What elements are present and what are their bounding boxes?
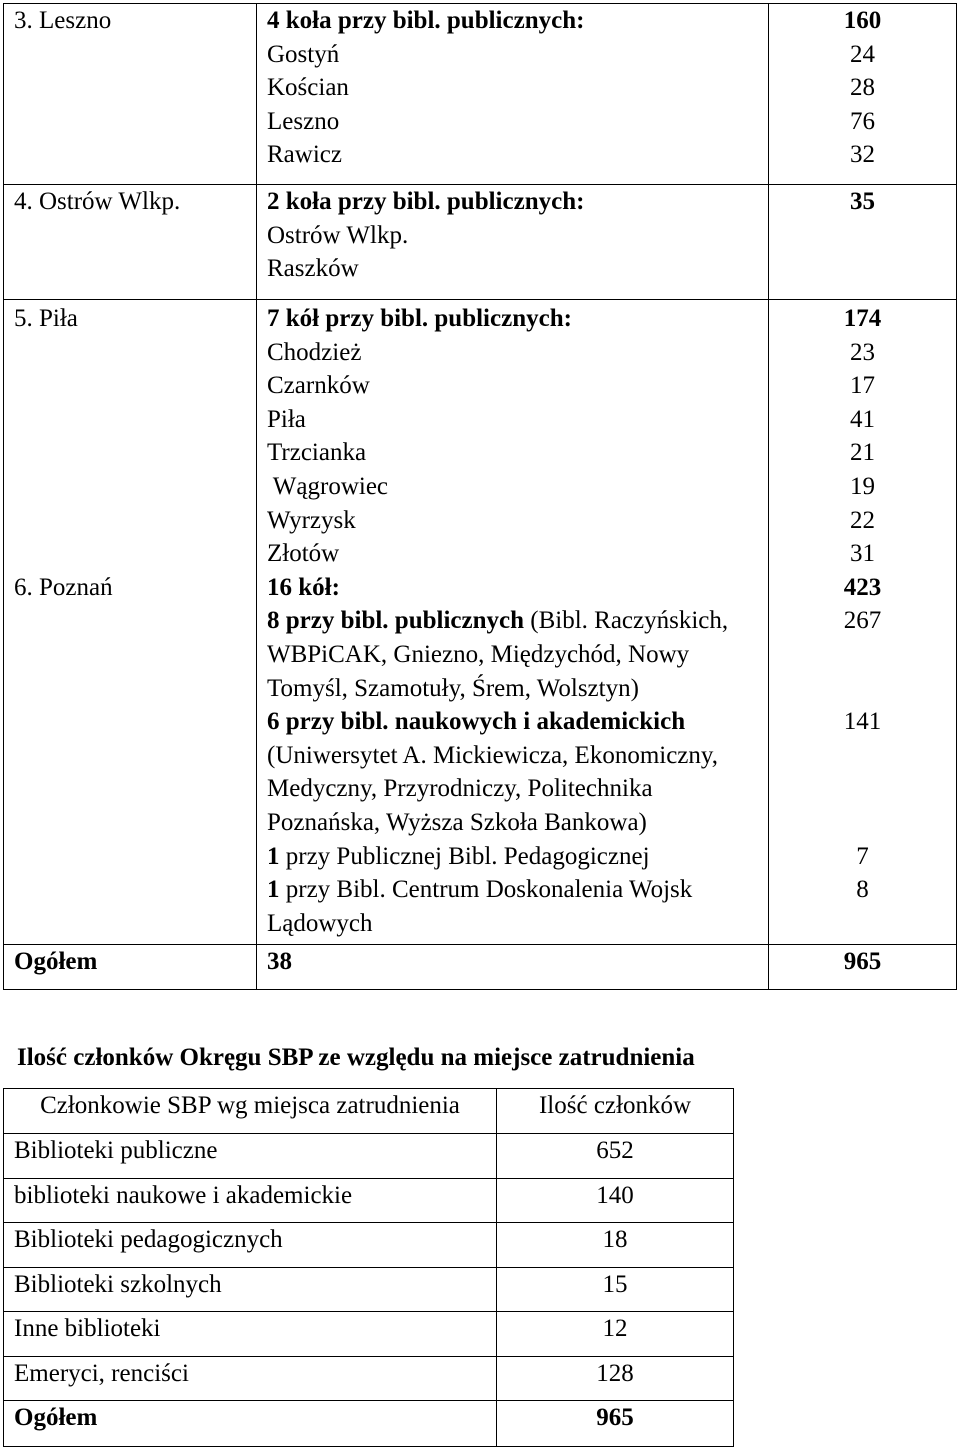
text-line (769, 185, 956, 219)
text-line (267, 705, 768, 739)
members-cell (769, 300, 956, 944)
text-line (267, 840, 768, 874)
text-segment: 4. Ostrów Wlkp. (14, 188, 181, 215)
text-line (769, 772, 956, 806)
text-line (769, 806, 956, 840)
libraries-cell (257, 185, 769, 299)
text-line (769, 840, 956, 874)
table-row (4, 185, 956, 300)
text-segment: (Bibl. Raczyńskich, (524, 607, 729, 635)
text-segment: Wągrowiec (267, 472, 389, 500)
text-segment: 8 (856, 876, 869, 904)
text-line (267, 772, 768, 806)
members-cell (769, 185, 956, 299)
text-line (769, 4, 956, 38)
count-cell: 18 (602, 1226, 628, 1253)
text-segment: 21 (850, 439, 875, 467)
text-line (769, 138, 956, 172)
table-row (4, 1268, 733, 1313)
text-segment: 76 (850, 107, 875, 135)
text-line (267, 873, 768, 907)
text-segment: 1 (267, 876, 280, 904)
count-cell: 12 (602, 1315, 628, 1342)
text-segment: Ostrów Wlkp. (267, 221, 409, 249)
text-segment: 7 kół przy bibl. publicznych: (267, 305, 572, 332)
text-line (267, 4, 768, 38)
text-segment: 423 (843, 573, 882, 601)
text-line (769, 369, 956, 403)
text-line (267, 71, 768, 105)
count-cell: 652 (596, 1137, 634, 1164)
text-line (769, 302, 956, 336)
table-row (4, 1312, 733, 1357)
text-line (14, 537, 256, 571)
count-cell: 15 (602, 1270, 628, 1298)
text-line (769, 604, 956, 638)
column-header-workplace: Członkowie SBP wg miejsca zatrudnienia (4, 1089, 497, 1133)
region-cell (4, 185, 257, 299)
text-line (267, 537, 768, 571)
count-cell: 128 (596, 1359, 634, 1387)
count-cell: 140 (596, 1181, 634, 1209)
table-row (4, 1179, 733, 1224)
membership-by-workplace-table (3, 1088, 734, 1447)
text-line (769, 470, 956, 504)
text-segment: Czarnków (267, 372, 370, 400)
members-cell (769, 945, 956, 989)
column-header-member-count: Ilość członków (538, 1092, 692, 1119)
text-segment: 141 (843, 708, 882, 736)
text-line (267, 302, 768, 336)
text-segment: Złotów (267, 540, 340, 568)
text-line (14, 4, 256, 38)
workplace-cell: Emeryci, renciści (4, 1357, 497, 1401)
text-segment: 174 (843, 305, 882, 332)
text-segment: Chodzież (267, 338, 362, 366)
text-line (14, 436, 256, 470)
total-row (4, 1401, 733, 1446)
text-line (769, 672, 956, 706)
text-segment: 4 koła przy bibl. publicznych: (267, 7, 585, 34)
text-segment: 267 (843, 607, 882, 635)
region-cell (4, 945, 257, 989)
workplace-cell: Inne biblioteki (4, 1312, 497, 1356)
table-header-row (4, 1089, 733, 1134)
text-segment: 35 (850, 188, 875, 215)
text-segment: 23 (850, 338, 875, 366)
text-segment: przy Publicznej Bibl. Pedagogicznej (279, 842, 650, 870)
libraries-cell (257, 4, 769, 184)
text-segment: (Uniwersytet A. Mickiewicza, Ekonomiczny, (267, 741, 719, 769)
text-line (769, 71, 956, 105)
text-line (769, 403, 956, 437)
text-line (267, 105, 768, 139)
text-segment: 6 przy bibl. naukowych i akademickich (267, 708, 686, 736)
text-segment: Leszno (267, 107, 340, 135)
text-line (267, 907, 768, 941)
text-line (267, 672, 768, 706)
regional-circles-table (3, 3, 957, 990)
table-row (4, 1134, 733, 1179)
text-segment: 7 (856, 842, 869, 870)
text-line (267, 436, 768, 470)
text-segment: Ogółem (14, 948, 98, 975)
table-row (4, 4, 956, 185)
text-line (769, 705, 956, 739)
text-line (267, 38, 768, 72)
text-line (14, 369, 256, 403)
text-line (14, 571, 256, 605)
text-line (267, 185, 768, 219)
text-line (267, 604, 768, 638)
text-segment: 3. Leszno (14, 7, 112, 34)
text-line (267, 369, 768, 403)
text-line (769, 436, 956, 470)
text-line (267, 739, 768, 773)
text-segment: WBPiCAK, Gniezno, Międzychód, Nowy (267, 640, 690, 668)
text-line (267, 403, 768, 437)
text-segment: 19 (850, 472, 875, 500)
text-segment: Piła (267, 405, 306, 433)
text-line (267, 638, 768, 672)
text-segment: 5. Piła (14, 305, 78, 332)
workplace-cell: Biblioteki publiczne (4, 1134, 497, 1178)
text-line (267, 806, 768, 840)
text-segment: Tomyśl, Szamotuły, Śrem, Wolsztyn) (267, 674, 639, 702)
text-line (769, 739, 956, 773)
text-line (769, 38, 956, 72)
members-cell (769, 4, 956, 184)
text-line (14, 470, 256, 504)
text-line (267, 252, 768, 286)
text-segment: 2 koła przy bibl. publicznych: (267, 188, 585, 215)
text-line (14, 185, 256, 219)
text-segment: 41 (850, 405, 875, 433)
table-row (4, 1357, 733, 1402)
text-line (14, 945, 256, 979)
text-line (769, 105, 956, 139)
total-count: 965 (596, 1404, 634, 1431)
text-line (769, 873, 956, 907)
text-segment: 965 (843, 948, 882, 975)
text-segment: Gostyń (267, 40, 340, 68)
table-row (4, 300, 956, 945)
text-line (267, 945, 768, 979)
text-segment: Rawicz (267, 141, 342, 169)
text-line (267, 336, 768, 370)
text-line (769, 504, 956, 538)
text-segment: Raszków (267, 255, 359, 283)
text-line (267, 219, 768, 253)
text-segment: 1 (267, 842, 280, 870)
text-segment: 22 (850, 506, 875, 534)
text-segment: Trzcianka (267, 439, 367, 467)
text-segment: Poznańska, Wyższa Szkoła Bankowa) (267, 808, 647, 836)
text-segment: 24 (850, 40, 875, 68)
text-line (267, 470, 768, 504)
text-segment: 6. Poznań (14, 573, 113, 601)
text-line (769, 945, 956, 979)
text-segment: 16 kół: (267, 573, 340, 601)
workplace-cell: Biblioteki szkolnych (4, 1268, 497, 1312)
text-segment: 31 (850, 540, 875, 568)
text-line (267, 504, 768, 538)
text-segment: 38 (267, 948, 292, 975)
text-line (267, 571, 768, 605)
text-line (769, 638, 956, 672)
text-segment: przy Bibl. Centrum Doskonalenia Wojsk (279, 876, 693, 904)
text-line (14, 504, 256, 538)
text-segment: 17 (850, 372, 875, 400)
section-title: Ilość członków Okręgu SBP ze względu na miejsce zatrudnienia (17, 1044, 695, 1071)
total-label: Ogółem (4, 1401, 497, 1446)
text-segment: Lądowych (267, 909, 373, 937)
text-line (14, 403, 256, 437)
libraries-cell (257, 300, 769, 944)
table-row (4, 1223, 733, 1268)
workplace-cell: biblioteki naukowe i akademickie (4, 1179, 497, 1223)
workplace-cell: Biblioteki pedagogicznych (4, 1223, 497, 1267)
text-segment: Medyczny, Przyrodniczy, Politechnika (267, 775, 653, 803)
region-cell (4, 4, 257, 184)
text-segment: 28 (850, 74, 875, 102)
text-segment: Wyrzysk (267, 506, 356, 534)
text-segment: 8 przy bibl. publicznych (267, 607, 524, 635)
text-segment: 160 (843, 7, 882, 34)
text-line (769, 571, 956, 605)
text-segment: 32 (850, 141, 875, 169)
text-line (14, 336, 256, 370)
text-line (769, 537, 956, 571)
text-line (267, 138, 768, 172)
total-row (4, 945, 956, 989)
text-segment: Kościan (267, 74, 349, 102)
region-cell (4, 300, 257, 944)
text-line (769, 336, 956, 370)
libraries-cell (257, 945, 769, 989)
text-line (14, 302, 256, 336)
